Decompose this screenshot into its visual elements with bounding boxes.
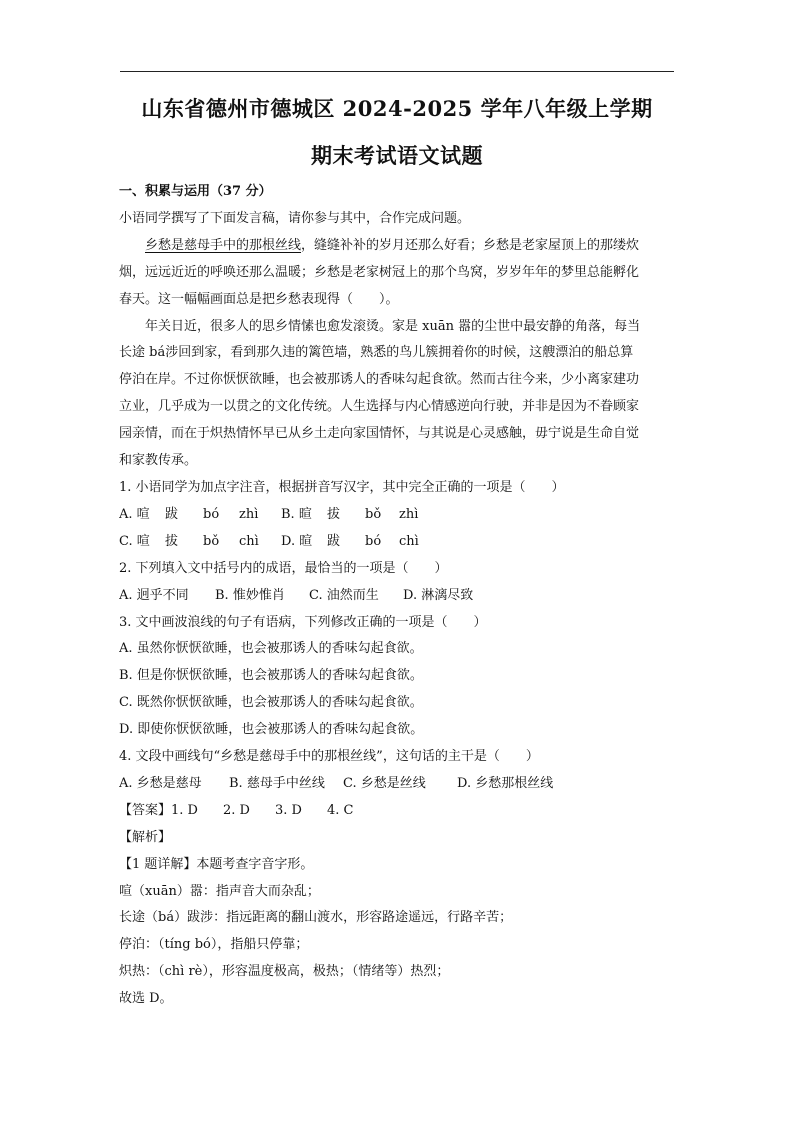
answer-label: 【答案】 (119, 802, 172, 818)
passage2-line1: 年关日近，很多人的思乡情愫也愈发滚烫。家是 xuān 嚣的尘世中最安静的角落，每当 (145, 318, 641, 334)
passage1-line3: 春天。这一幅幅画面总是把乡愁表现得（ ）。 (119, 291, 399, 307)
header-rule (120, 71, 674, 72)
option-text: A. 喧 (119, 506, 150, 522)
option-text: B. 暄 (281, 506, 312, 522)
answer-item: 3. D (275, 802, 302, 818)
answer-item: 2. D (223, 802, 250, 818)
passage-text: 然而古往今来，少小离家建功 (470, 372, 640, 388)
option-text: bǒ (365, 506, 382, 522)
question3-stem: 3. 文中画波浪线的句子有语病，下列修改正确的一项是（ ） (119, 614, 487, 630)
detail-label: 【1 题详解】 (119, 856, 197, 872)
option-text: chì (239, 533, 259, 549)
passage1-line1 (119, 233, 675, 260)
passage2-line3 (119, 367, 675, 394)
option-text: B. 慈母手中丝线 (229, 775, 325, 791)
page-title: 山东省德州市德城区 2024-2025 学年八年级上学期 (141, 96, 653, 121)
question1-options-row1 (119, 502, 675, 529)
option-text: bó (203, 506, 220, 522)
detail-line: 长途（bá）跋涉：指远距离的翻山渡水，形容路途遥远，行路辛苦； (119, 910, 513, 926)
option-text: 拔 (165, 533, 179, 549)
intro-text: 小语同学撰写了下面发言稿，请你参与其中，合作完成问题。 (119, 210, 471, 226)
wavy-sentence: 不过你恹恹欲睡，也会被那诱人的香味勾起食欲。 (184, 372, 471, 388)
option-text: zhì (239, 506, 259, 522)
answer-item: 4. C (327, 802, 354, 818)
option-text: zhì (399, 506, 419, 522)
option-text: D. 暄 (281, 533, 313, 549)
question1-options-row2 (119, 529, 675, 556)
option-text: A. 迥乎不同 (119, 587, 189, 603)
option-text: D. 淋漓尽致 (403, 587, 474, 603)
passage2-line5: 园亲情，而在于炽热情怀早已从乡土走向家国情怀，与其说是心灵感触，毋宁说是生命自觉 (119, 426, 640, 442)
question2-options (119, 583, 675, 610)
question3-option-d: D. 即使你恹恹欲睡，也会被那诱人的香味勾起食欲。 (119, 722, 424, 738)
option-text: 跋 (165, 506, 179, 522)
question4-options (119, 771, 675, 798)
answer-line (119, 798, 675, 825)
option-text: bó (365, 533, 382, 549)
option-text: chì (399, 533, 419, 549)
answer-item: 1. D (171, 802, 198, 818)
question2-stem: 2. 下列填入文中括号内的成语，最恰当的一项是（ ） (119, 560, 448, 576)
question1-stem: 1. 小语同学为加点字注音，根据拼音写汉字，其中完全正确的一项是（ ） (119, 479, 565, 495)
option-text: C. 油然而生 (309, 587, 379, 603)
detail-line: 喧（xuān）嚣：指声音大而杂乱； (119, 883, 320, 899)
detail-line: 停泊：（tíng bó），指船只停靠； (119, 937, 309, 953)
detail-heading (119, 852, 675, 879)
option-text: A. 乡愁是慈母 (119, 775, 202, 791)
option-text: bǒ (203, 533, 220, 549)
section-heading: 一、积累与运用（37 分） (119, 184, 272, 199)
option-text: C. 喧 (119, 533, 150, 549)
question3-option-a: A. 虽然你恹恹欲睡，也会被那诱人的香味勾起食欲。 (119, 641, 423, 657)
passage2-line6: 和家教传承。 (119, 453, 198, 469)
document-body (119, 179, 675, 1013)
detail-line: 炽热：（chì rè），形容温度极高，极热；（情绪等）热烈； (119, 964, 450, 980)
passage-text: ，缝缝补补的岁月还那么好看；乡愁是老家屋顶上的那缕炊 (301, 237, 640, 253)
passage2-line2: 长途 bá涉回到家，看到那久违的篱笆墙，熟悉的鸟儿簇拥着你的时候，这艘漂泊的船总算 (119, 345, 634, 361)
page-subtitle: 期末考试语文试题 (311, 143, 483, 168)
option-text: 跋 (327, 533, 341, 549)
passage2-line4: 立业，几乎成为一以贯之的文化传统。人生选择与内心情感逆向行驶，并非是因为不眷顾家 (119, 399, 640, 415)
question3-option-c: C. 既然你恹恹欲睡，也会被那诱人的香味勾起食欲。 (119, 695, 423, 711)
option-text: 拔 (327, 506, 341, 522)
option-text: B. 惟妙惟肖 (215, 587, 285, 603)
question3-option-b: B. 但是你恹恹欲睡，也会被那诱人的香味勾起食欲。 (119, 668, 423, 684)
detail-text: 本题考查字音字形。 (196, 856, 314, 872)
passage-text: 停泊在岸。 (119, 372, 185, 388)
question4-stem: 4. 文段中画线句“乡愁是慈母手中的那根丝线”，这句话的主干是（ ） (119, 749, 539, 765)
analysis-label: 【解析】 (119, 829, 172, 845)
option-text: D. 乡愁那根丝线 (457, 775, 554, 791)
detail-line: 故选 D。 (119, 991, 173, 1007)
option-text: C. 乡愁是丝线 (343, 775, 426, 791)
passage1-line2: 烟，远远近近的呼唤还那么温暖；乡愁是老家树冠上的那个鸟窝，岁岁年年的梦里总能孵化 (119, 264, 640, 280)
underlined-sentence: 乡愁是慈母手中的那根丝线 (145, 237, 302, 253)
